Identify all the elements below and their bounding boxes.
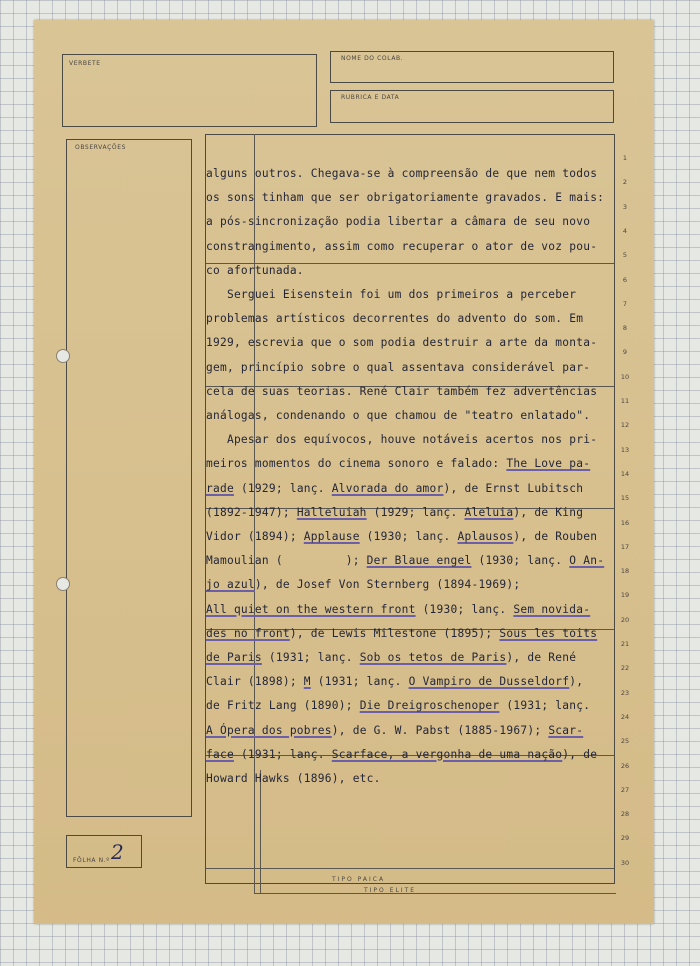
text-run: (1930; lanç.: [415, 602, 514, 616]
punch-hole-lower: [56, 577, 70, 591]
underlined-title: Applause: [303, 530, 360, 543]
text-line: [206, 167, 597, 180]
underlined-title: Aleluia: [464, 505, 514, 519]
text-line: [206, 457, 590, 470]
line-number: 8: [622, 324, 628, 333]
folha-box: [66, 835, 142, 868]
text-line: [206, 724, 583, 737]
underlined-title: Der Blaue engel: [366, 554, 472, 568]
text-line: [206, 482, 583, 495]
line-number: 20: [620, 615, 630, 624]
text-line: [206, 748, 597, 761]
text-run: (1929; lanç.: [233, 481, 332, 495]
text-line: [206, 506, 583, 519]
text-run: ), de Rouben: [513, 530, 598, 543]
underlined-title: Scarface, a vergonha de uma nação: [331, 747, 563, 761]
underlined-title: face: [206, 747, 234, 761]
text-run: Serguei Eisenstein foi um dos primeiros a perceber: [206, 288, 577, 301]
line-number: 12: [620, 421, 630, 430]
rubrica-label: RUBRICA E DATA: [341, 94, 400, 101]
line-number: 15: [620, 494, 630, 503]
text-run: (1931; lanç.: [499, 699, 591, 713]
typed-text: [206, 155, 616, 890]
line-number: 1: [622, 154, 628, 162]
line-number: 16: [620, 518, 630, 527]
text-line: [206, 240, 597, 253]
underlined-title: Sem novida-: [513, 602, 591, 616]
line-number: 9: [622, 348, 628, 357]
underlined-title: Scar-: [548, 723, 584, 737]
verbete-box: [62, 54, 317, 127]
underlined-title: rade: [206, 481, 234, 495]
underlined-title: Sous les toits: [499, 626, 598, 640]
text-run: ), de Lewis Milestone (1895);: [289, 626, 500, 640]
text-line: [206, 288, 576, 301]
underlined-title: O An-: [569, 554, 605, 568]
underlined-title: Halleluiah: [296, 505, 367, 519]
underlined-title: M: [303, 675, 311, 689]
tipo-elite-label: TIPO ELITE: [364, 887, 417, 894]
line-number: 3: [622, 202, 628, 211]
text-run: (1931; lanç.: [261, 651, 360, 664]
line-number: 24: [620, 712, 630, 721]
line-number: 5: [622, 251, 628, 260]
line-number: 10: [620, 372, 630, 381]
document-sheet: [34, 20, 654, 924]
underlined-title: O Vampiro de Dusseldorf: [408, 675, 570, 689]
text-run: 1929, escrevia que o som podia destruir a arte da monta-: [206, 336, 598, 350]
text-run: Apesar dos equívocos, houve notáveis acertos nos pri-: [206, 433, 598, 447]
text-run: análogas, condenando o que chamou de "teatro enlatado".: [206, 409, 591, 422]
line-number: 21: [620, 640, 630, 648]
text-line: [206, 385, 597, 398]
text-line: [206, 215, 590, 228]
text-line: [206, 409, 590, 422]
text-run: de Fritz Lang (1890);: [206, 699, 360, 713]
text-line: [206, 191, 604, 204]
observacoes-label: OBSERVAÇÕES: [75, 144, 127, 151]
line-number: 27: [620, 785, 630, 794]
text-line: [206, 312, 583, 325]
underlined-title: A Ópera dos pobres: [206, 723, 332, 737]
underlined-title: Aplausos: [457, 530, 514, 543]
line-number: 23: [620, 688, 630, 697]
text-run: co afortunada.: [206, 263, 304, 277]
text-run: alguns outros. Chegava-se à compreensão de que nem todos: [206, 167, 598, 180]
observacoes-box: [66, 139, 192, 817]
underlined-title: Sob os tetos de Paris: [359, 651, 507, 664]
text-run: ),: [569, 675, 584, 689]
text-run: a pós-sincronização podia libertar a câmara de seu novo: [206, 215, 591, 229]
verbete-label: VERBETE: [69, 60, 101, 67]
line-number: 29: [620, 834, 630, 843]
underlined-title: Alvorada do amor: [331, 481, 444, 495]
text-line: [206, 651, 576, 664]
text-run: ), de King: [513, 505, 584, 519]
text-run: (1929; lanç.: [366, 505, 465, 519]
text-run: (1930; lanç.: [471, 554, 570, 568]
underlined-title: des no front: [206, 626, 290, 640]
underlined-title: de Paris: [206, 651, 262, 664]
text-run: Howard Hawks (1896), etc.: [206, 772, 381, 785]
text-line: [206, 361, 590, 374]
tipo-paica-label: TIPO PAICA: [332, 876, 386, 883]
text-run: Vidor (1894);: [206, 530, 304, 543]
line-number: 30: [620, 858, 630, 867]
line-number: 14: [620, 469, 630, 478]
rubrica-box: [330, 90, 614, 123]
line-number: 4: [622, 226, 628, 235]
ruler-elite: [254, 893, 616, 894]
text-run: (1931; lanç.: [233, 747, 332, 761]
text-run: ), de Ernst Lubitsch: [443, 481, 584, 495]
line-number: 2: [622, 178, 628, 187]
text-line: [206, 336, 597, 349]
line-number: 11: [620, 397, 630, 405]
line-number: 6: [622, 275, 628, 284]
text-run: Clair (1898);: [206, 675, 304, 689]
text-run: (1931; lanç.: [310, 675, 409, 689]
line-number: 18: [620, 567, 630, 576]
nome-colab-label: NOME DO COLAB.: [341, 55, 404, 62]
folha-label: FÔLHA N.º: [73, 857, 110, 864]
text-line: [206, 530, 597, 543]
line-number: 26: [620, 761, 630, 770]
line-number: 13: [620, 445, 630, 454]
text-line: [206, 772, 381, 785]
underlined-title: Die Dreigroschenoper: [359, 699, 500, 713]
text-run: ), de Josef Von Sternberg (1894-1969);: [254, 578, 521, 592]
nome-colab-box: [330, 51, 614, 83]
underlined-title: All quiet on the western front: [206, 602, 416, 616]
line-number: 22: [620, 664, 630, 673]
text-run: problemas artísticos decorrentes do advento do som. Em: [206, 312, 584, 326]
text-run: ), de René: [506, 651, 577, 664]
text-line: [206, 554, 604, 567]
punch-hole-upper: [56, 349, 70, 363]
text-run: gem, princípio sobre o qual assentava considerável par-: [206, 360, 591, 374]
underlined-title: jo azul: [206, 578, 255, 592]
line-number: 19: [620, 591, 630, 600]
line-number: 7: [622, 299, 628, 308]
text-line: [206, 603, 590, 616]
text-run: (1892-1947);: [206, 505, 297, 519]
text-line: [206, 433, 597, 446]
line-number: 25: [620, 737, 630, 746]
underlined-title: The Love pa-: [506, 457, 591, 471]
text-line: [206, 264, 304, 277]
text-line: [206, 699, 590, 712]
text-run: os sons tinham que ser obrigatoriamente gravados. E mais:: [206, 191, 605, 205]
text-line: [206, 578, 520, 591]
text-line: [206, 627, 597, 640]
text-run: meiros momentos do cinema sonoro e falado:: [206, 457, 507, 471]
text-run: ), de G. W. Pabst (1885-1967);: [331, 723, 549, 737]
text-line: [206, 675, 583, 688]
text-run: ), de: [562, 747, 598, 761]
folha-number: 2: [111, 840, 124, 864]
line-number: 17: [620, 542, 630, 551]
text-run: cela de suas teorias. René Clair também fez advertências: [206, 384, 598, 398]
line-number: 28: [620, 810, 630, 819]
text-run: Mamoulian ( );: [206, 554, 367, 568]
text-run: constrangimento, assim como recuperar o ator de voz pou-: [206, 239, 598, 253]
text-run: (1930; lanç.: [359, 530, 458, 543]
